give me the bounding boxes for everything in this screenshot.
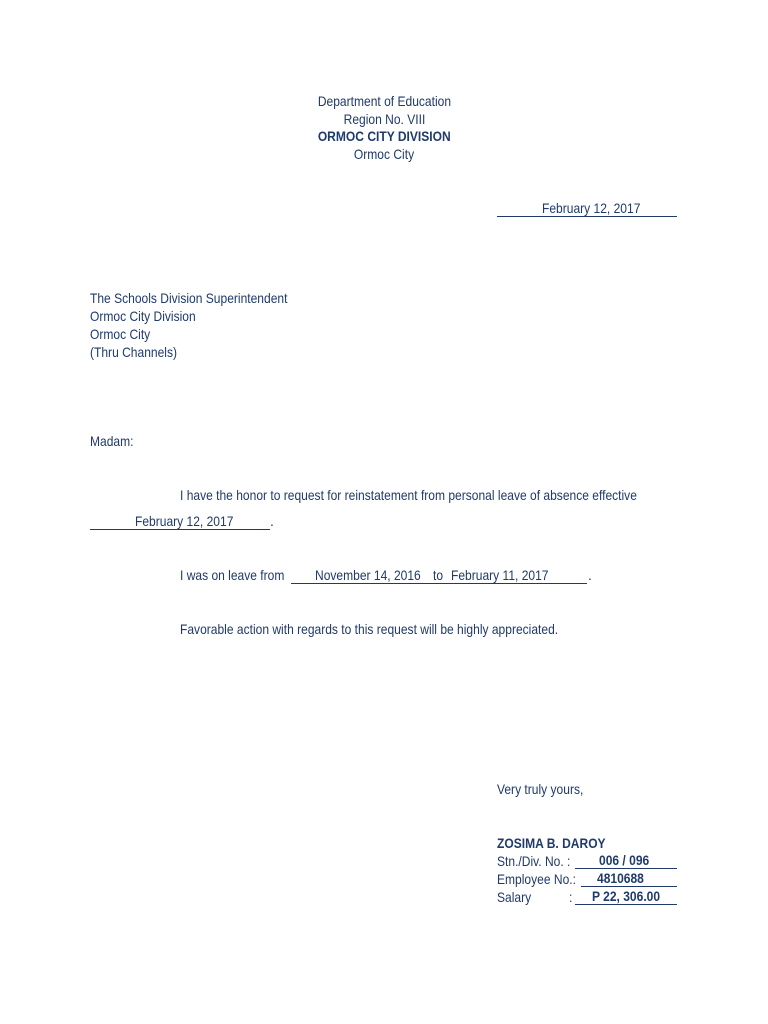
region-name: Region No. VIII [343,110,425,127]
addressee-line-3: Ormoc City [90,326,151,342]
division-name: ORMOC CITY DIVISION [317,128,451,144]
paragraph-1-line-2 [90,512,274,530]
city-name: Ormoc City [353,145,415,162]
paragraph-1-line-1 [90,486,672,504]
signatory-name: ZOSIMA B. DAROY [497,835,606,851]
paragraph-3: Favorable action with regards to this request will be highly appreciated. [180,621,559,637]
closing: Very truly yours, [497,781,584,797]
leave-period-field [291,567,587,584]
employee-value-field [581,870,677,887]
addressee-line-4: (Thru Channels) [90,344,177,360]
salary-colon: : [569,889,573,905]
station-value-field [575,852,677,869]
employee-label: Employee No.: [497,871,576,887]
leave-prefix: I was on leave from [180,567,285,583]
paragraph-2-end: . [588,567,592,583]
leave-to-word: to [433,567,444,583]
station-row [497,852,678,870]
employee-row [497,870,678,888]
letterhead [234,93,534,163]
leave-from-date: November 14, 2016 [315,567,421,583]
letter-date-field [497,200,677,217]
salary-label: Salary [497,889,532,905]
salutation-line [90,432,141,450]
signature-block [497,834,678,906]
addressee-line-2: Ormoc City Division [90,308,196,324]
salutation: Madam: [90,433,134,449]
paragraph-2 [180,566,592,584]
leave-to-date: February 11, 2017 [451,567,549,583]
paragraph-1-end: . [270,513,274,529]
salary-value: P 22, 306.00 [592,888,661,904]
effective-date-field [90,513,270,530]
employee-value: 4810688 [597,870,644,886]
department-name: Department of Education [317,93,451,109]
station-value: 006 / 096 [599,852,650,868]
addressee-line-1: The Schools Division Superintendent [90,290,288,306]
salary-value-field [575,888,677,905]
salary-row [497,888,678,906]
addressee-block [90,289,320,361]
signatory-name-row [497,834,678,852]
letter-date: February 12, 2017 [542,200,641,216]
paragraph-3-line [180,620,620,638]
paragraph-1-text: I have the honor to request for reinstatement from personal leave of absence effective [180,487,637,503]
station-label: Stn./Div. No. : [497,853,571,869]
effective-date: February 12, 2017 [135,513,234,529]
closing-line [497,780,597,798]
